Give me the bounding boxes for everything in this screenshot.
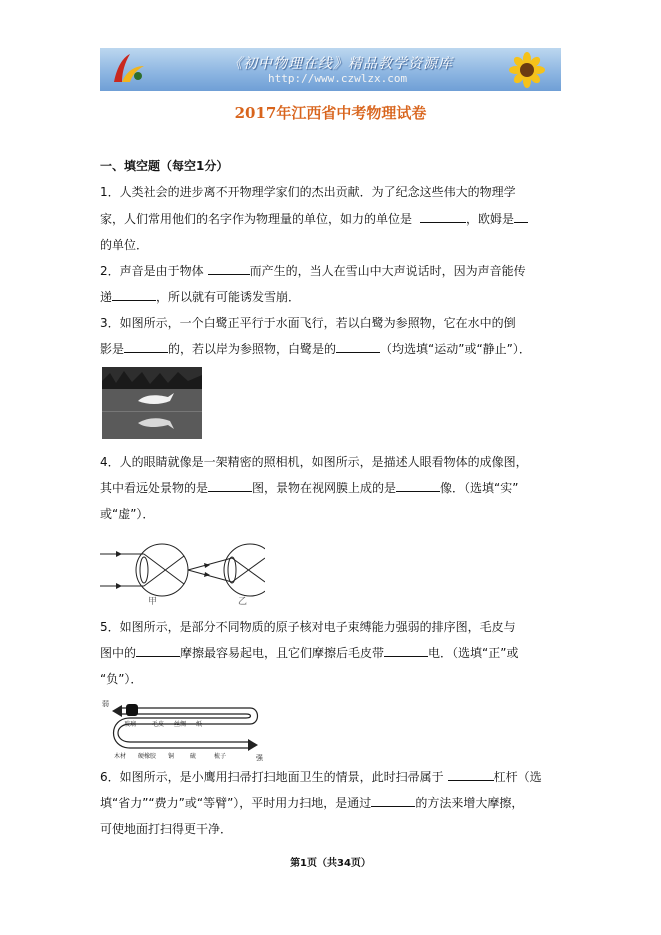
q5-line3: “负”）． <box>100 672 143 686</box>
top-label-4: 纸 <box>196 721 203 728</box>
page-footer: 第1页（共34页） <box>290 858 371 869</box>
section-heading: 一、填空题（每空1分） <box>100 159 229 173</box>
bottom-label-4: 硫 <box>190 753 197 760</box>
strong-label: 强 <box>256 754 263 762</box>
q4-blank-2[interactable] <box>396 477 440 492</box>
sunflower-icon <box>501 51 553 89</box>
q5-text-a: 图中的 <box>100 646 137 660</box>
fig-label-yi: 乙 <box>238 597 248 607</box>
fig-label-jia: 甲 <box>148 597 158 607</box>
eye-diagram <box>100 530 265 608</box>
q3-line2 <box>100 337 570 361</box>
top-label-2: 毛皮 <box>152 721 165 728</box>
q3-text-a: 影是 <box>100 342 125 356</box>
fur-icon <box>126 704 138 716</box>
q2-line1 <box>100 259 570 283</box>
top-label-3: 丝绸 <box>174 721 187 728</box>
bottom-label-2: 硬橡胶 <box>138 753 157 760</box>
bottom-label-5: 梳子 <box>214 753 227 760</box>
q5-line2 <box>100 641 570 665</box>
weak-label: 弱 <box>102 700 109 708</box>
q6-text-c: 填“省力”“费力”或“等臂”），平时用力扫地，是通过 <box>100 796 372 810</box>
q6-text-d: 的方法来增大摩擦， <box>415 796 524 810</box>
q2-text-c: 递 <box>100 290 113 304</box>
q4-line2 <box>100 476 570 500</box>
q6-text-b: 杠杆（选 <box>493 770 542 784</box>
q6-line1 <box>100 765 570 789</box>
q1-blank-2[interactable] <box>514 208 528 223</box>
q5-blank-2[interactable] <box>384 642 428 657</box>
q3-blank-2[interactable] <box>336 338 380 353</box>
q1-text-a: 家，人们常用他们的名字作为物理量的单位，如力的单位是 <box>100 212 413 226</box>
q1-line2 <box>100 207 570 231</box>
q4-text-c: 像．（选填“实” <box>440 481 519 495</box>
q2-blank-1[interactable] <box>208 260 250 275</box>
q2-text-a: 2．声音是由于物体 <box>100 264 204 278</box>
q6-line2 <box>100 791 570 815</box>
bottom-label-3: 铜 <box>168 753 175 760</box>
q1-blank-1[interactable] <box>420 208 466 223</box>
bottom-label-1: 木材 <box>114 753 127 760</box>
electron-ranking-diagram <box>100 694 265 762</box>
q2-text-d: ，所以就有可能诱发雪崩． <box>156 290 301 304</box>
exam-title: 2017年江西省中考物理试卷 <box>234 104 427 122</box>
q3-text-b: 的，若以岸为参照物，白鹭是的 <box>168 342 337 356</box>
q2-text-b: 而产生的，当人在雪山中大声说话时，因为声音能传 <box>249 264 526 278</box>
header-banner <box>100 48 561 91</box>
q6-line3: 可使地面打扫得更干净． <box>100 822 233 836</box>
q2-line2 <box>100 285 570 309</box>
q4-text-b: 图，景物在视网膜上成的是 <box>252 481 397 495</box>
q2-blank-2[interactable] <box>112 286 156 301</box>
q4-text-a: 其中看远处景物的是 <box>100 481 209 495</box>
q4-line1: 4．人的眼睛就像是一架精密的照相机，如图所示，是描述人眼看物体的成像图， <box>100 455 528 469</box>
q6-blank-1[interactable] <box>448 766 494 781</box>
q6-blank-2[interactable] <box>371 792 415 807</box>
q6-text-a: 6．如图所示，是小鹰用扫帚打扫地面卫生的情景，此时扫帚属于 <box>100 770 444 784</box>
banner-title: 《初中物理在线》精品教学资源库 <box>228 56 453 72</box>
q4-line3: 或“虚”）． <box>100 507 155 521</box>
q5-text-b: 摩擦最容易起电，且它们摩擦后毛皮带 <box>180 646 385 660</box>
banner-url[interactable]: http://www.czwlzx.com <box>268 72 408 85</box>
site-logo-icon <box>108 52 148 86</box>
q3-blank-1[interactable] <box>124 338 168 353</box>
q3-line1: 3．如图所示，一个白鹭正平行于水面飞行，若以白鹭为参照物，它在水中的倒 <box>100 316 516 330</box>
q5-line1: 5．如图所示，是部分不同物质的原子核对电子束缚能力强弱的排序图，毛皮与 <box>100 620 516 634</box>
egret-photo <box>102 367 202 439</box>
q1-line1: 1．人类社会的进步离不开物理学家们的杰出贡献．为了纪念这些伟大的物理学 <box>100 185 516 199</box>
q1-text-b: ，欧姆是 <box>466 212 515 226</box>
top-label-1: 玻璃 <box>124 721 137 728</box>
q1-line3: 的单位． <box>100 238 149 252</box>
q3-text-c: （均选填“运动”或“静止”）． <box>380 342 531 356</box>
q4-blank-1[interactable] <box>208 477 252 492</box>
q5-text-c: 电．（选填“正”或 <box>428 646 519 660</box>
q5-blank-1[interactable] <box>136 642 180 657</box>
